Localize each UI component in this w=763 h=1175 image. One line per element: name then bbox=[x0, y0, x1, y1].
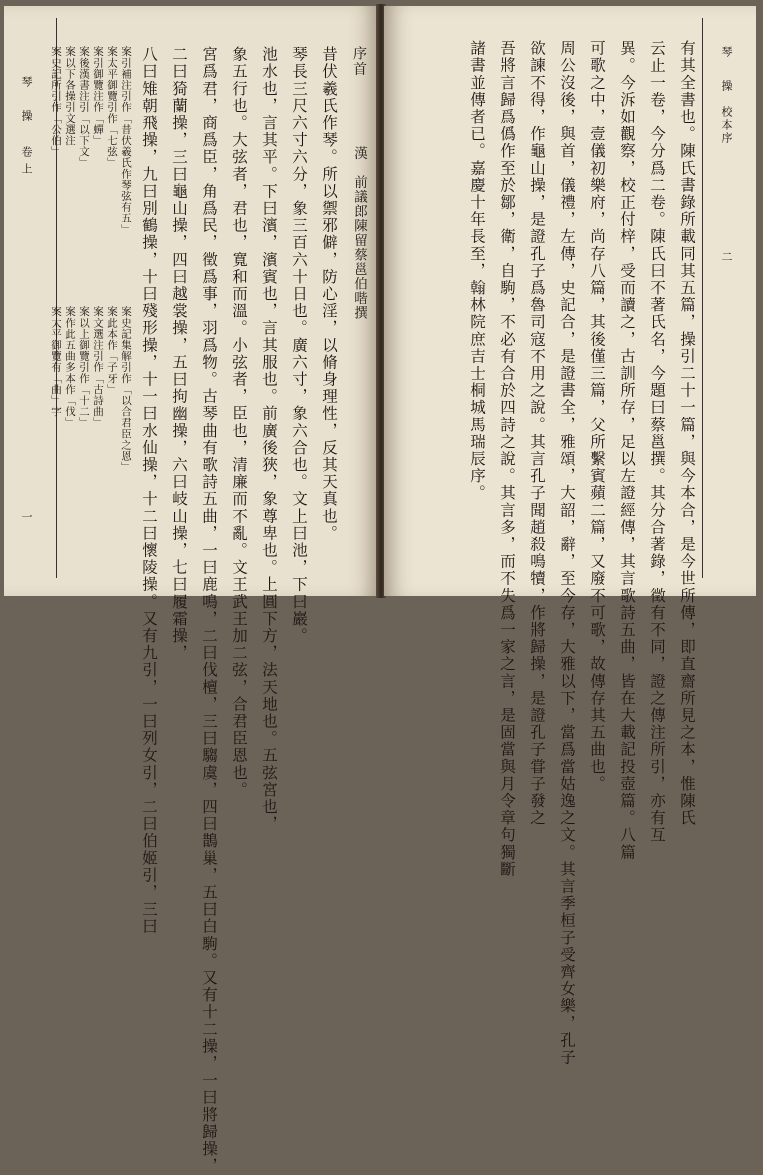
right-body-column-4: 可歌之中，壹儀初樂府，尚存八篇，其後僅三篇，父所繫賓蘋二篇，又廢不可歌，故傳存其五曲也。 bbox=[588, 40, 606, 793]
left-edge-page-number: 一 bbox=[20, 511, 33, 528]
left-edge-title: 琴 操 bbox=[20, 76, 33, 127]
author-attribution: 漢 前議郎陳留蔡邕伯喈撰 bbox=[351, 146, 367, 320]
right-page-frame-line bbox=[702, 18, 703, 578]
left-body-column-2: 琴長三尺六寸六分，象三百六十日也。廣六寸，象六合也。文上曰池，下曰巖。 bbox=[290, 46, 308, 645]
annotation-note-8: 案以下各操引文選注 bbox=[64, 46, 76, 146]
annotation-note-12: 案太平御覽有「曲」字 bbox=[50, 306, 62, 417]
left-page bbox=[4, 6, 378, 1175]
right-edge-subtitle: 校本序 bbox=[720, 106, 733, 145]
right-page bbox=[384, 6, 756, 1066]
right-body-column-8: 諸書並傳者已。嘉慶十年長至，翰林院庶吉士桐城馬瑞辰序。 bbox=[468, 40, 486, 502]
annotation-note-2: 案太平御覽引作「七弦」 bbox=[106, 46, 118, 169]
annotation-note-3: 案引御覽注作「蟬」 bbox=[92, 46, 104, 146]
annotation-note-6: 案文選注引作「古詩曲」 bbox=[92, 306, 104, 429]
left-edge-volume: 卷上 bbox=[20, 146, 33, 180]
right-body-column-3: 異。今泝如觀察，校正付梓，受而讀之，古訓所存，足以左證經傳，其言歌詩五曲，皆在大載記投壺篇。八篇 bbox=[618, 40, 636, 861]
annotation-note-7: 案後漢書注引「以下文」 bbox=[78, 46, 90, 169]
left-body-column-4: 象五行也。大弦者，君也，寬和而溫。小弦者，臣也，清廉而不亂。文王武王加二弦，合君臣恩也。 bbox=[230, 46, 248, 799]
right-edge-title: 琴 操 bbox=[720, 46, 733, 97]
right-body-column-2: 云止一卷，今分爲二卷。陳氏曰不著氏名，今題曰蔡邕撰。其分合著錄，徵有不同，證之傳注所引，亦有互 bbox=[648, 40, 666, 844]
left-body-column-1: 昔伏羲氏作琴。所以禦邪僻，防心淫，以脩身理性，反其天真也。 bbox=[320, 46, 338, 542]
annotation-note-4: 案史記集解引作「以合君臣之恩」 bbox=[120, 306, 132, 473]
right-body-column-7: 吾將言歸爲僞作至於鄒，衛，自駒，不必有合於四詩之說。其言多，而不失爲一家之言，是固當與月令章句獨斷 bbox=[498, 40, 516, 878]
preface-section-title: 序首 bbox=[351, 46, 367, 78]
right-edge-page-number: 二 bbox=[720, 251, 733, 268]
annotation-note-5: 案此本作「子牙」 bbox=[106, 306, 118, 395]
left-body-column-3: 池水也，言其平。下曰濱，濱賓也，言其服也。前廣後狹，象尊卑也。上圓下方，法天地也。五弦宮也， bbox=[260, 46, 278, 833]
annotation-note-11: 案史記所引作「公伯」 bbox=[50, 46, 62, 157]
annotation-note-10: 案作此五曲多本作「伐」 bbox=[64, 306, 76, 429]
annotation-note-9: 案以上御覽引作「十二」 bbox=[78, 306, 90, 429]
right-body-column-5: 周公沒後，與首，儀禮，左傳，史記合，是證書全，雅頌，大韶，辭，至今存，大雅以下，當爲當姑逸之文。其言季桓子受齊女樂，孔子 bbox=[558, 40, 576, 1066]
left-body-column-5: 宮爲君，商爲臣，角爲民，徵爲事，羽爲物。古琴曲有歌詩五曲，一曰鹿鳴，二曰伐檀，三曰騶虞，四曰鵲巢，五曰白駒。又有十二操，一曰將歸操， bbox=[200, 46, 218, 1175]
right-body-column-6: 欲諫不得，作龜山操，是證孔子爲魯司寇不用之說。其言孔子聞趙殺鳴犢，作將歸操，是證孔子甞子發之 bbox=[528, 40, 546, 827]
annotation-note-1: 案引補注引作「昔伏羲氏作琴弦有五」 bbox=[120, 46, 132, 235]
right-body-column-1: 有其全書也。陳氏書錄所載同其五篇，操引二十一篇，與今本合，是今世所傳，即直齋所見之本，惟陳氏 bbox=[678, 40, 696, 827]
left-body-column-7: 八曰雉朝飛操，九曰別鶴操，十曰殘形操，十一曰水仙操，十二曰懷陵操。又有九引，一曰列女引，二曰伯姬引，三曰 bbox=[140, 46, 158, 936]
left-body-column-6: 二曰猗蘭操，三曰龜山操，四曰越裳操，五曰拘幽操，六曰岐山操，七曰履霜操， bbox=[170, 46, 188, 662]
